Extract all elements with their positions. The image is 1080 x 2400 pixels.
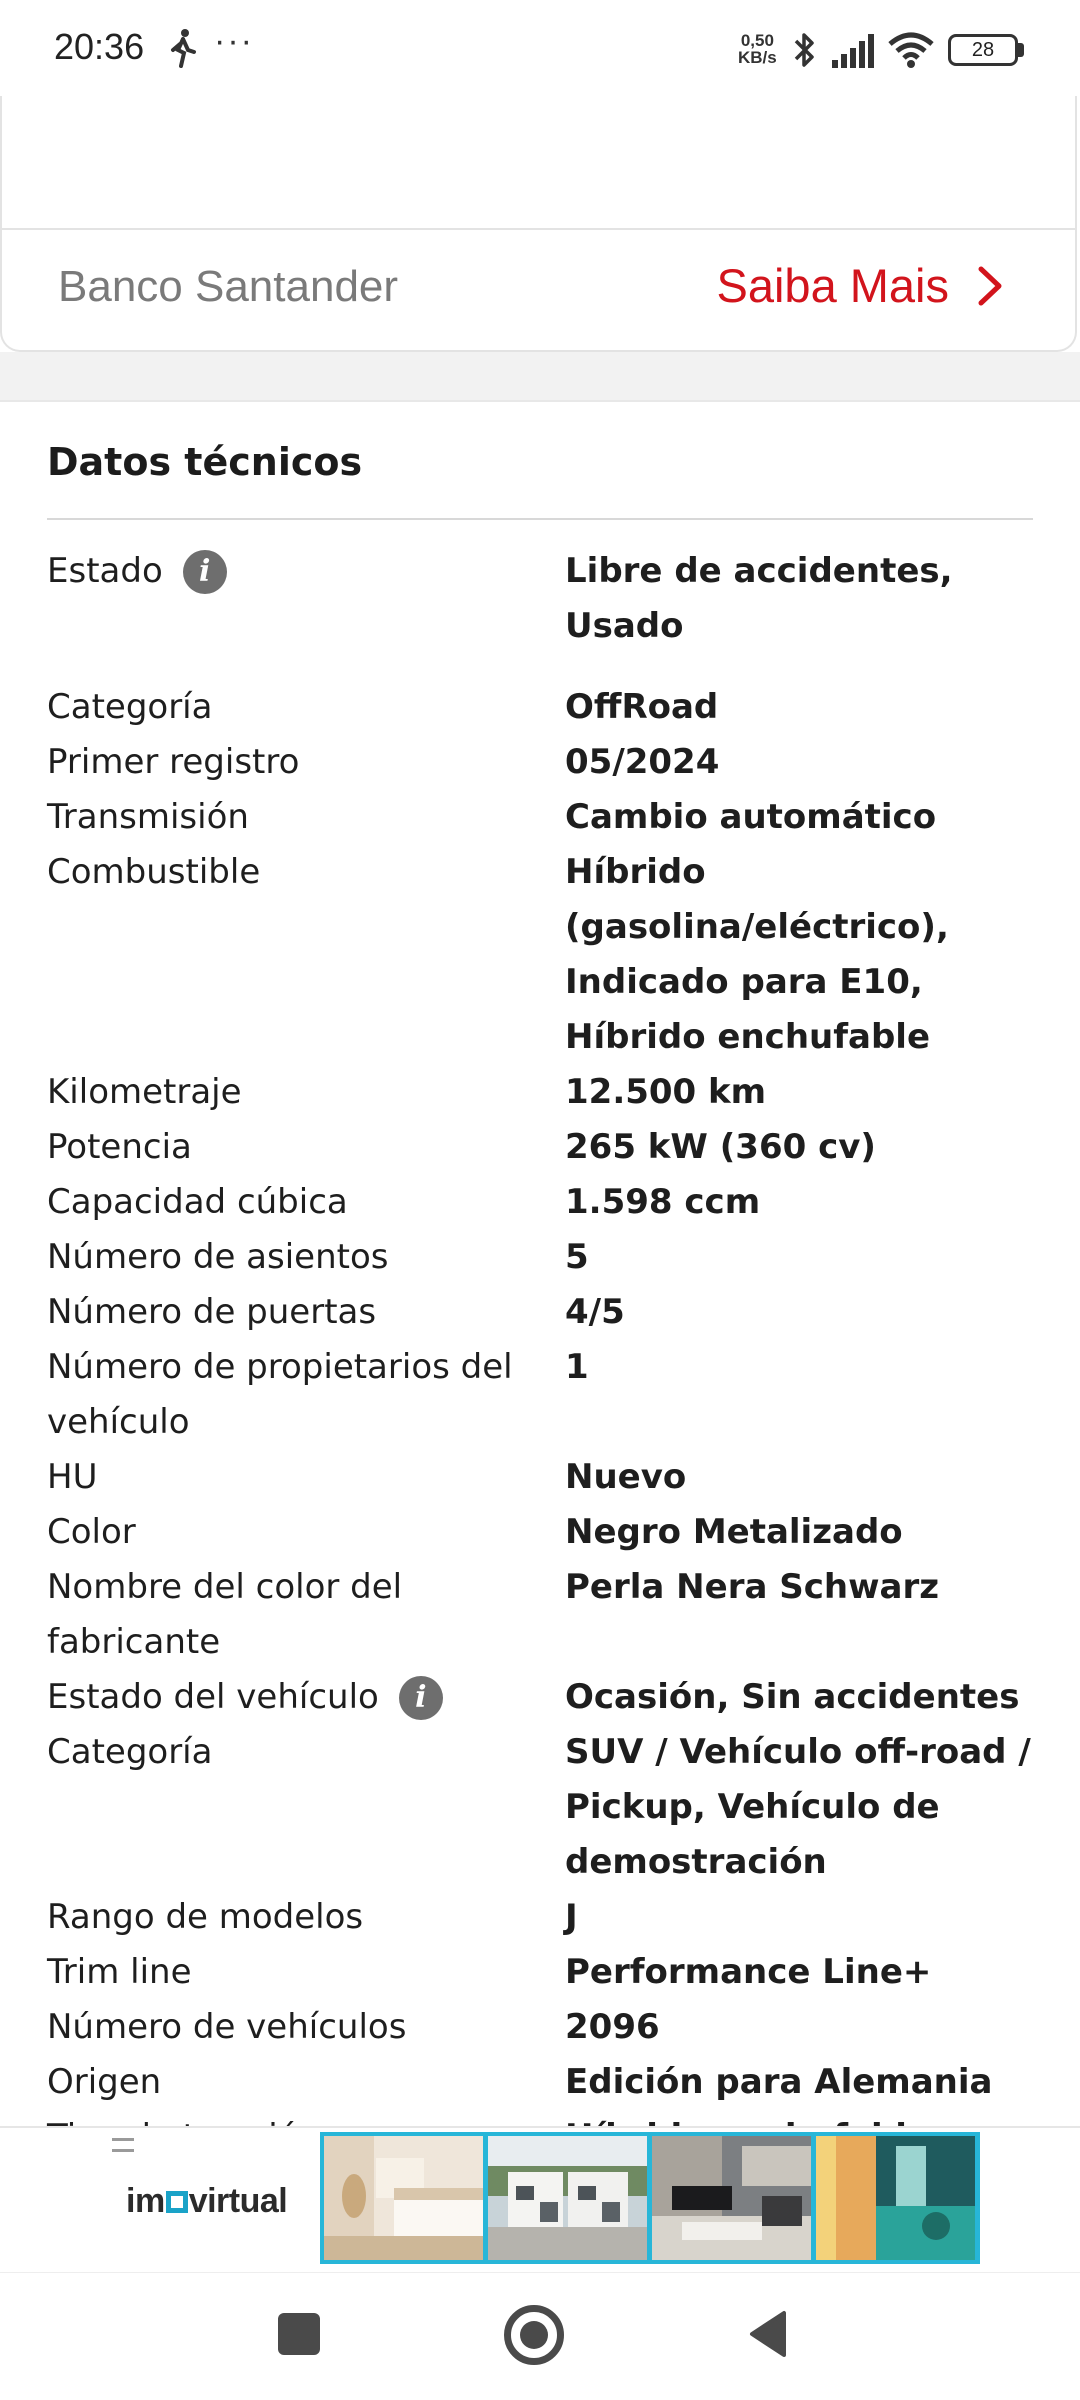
spec-label-text: Capacidad cúbica <box>47 1182 348 1222</box>
spec-label <box>47 1285 565 1340</box>
spec-label <box>47 2055 565 2110</box>
banner-thumbnails <box>320 2132 980 2264</box>
spec-value: OffRoad <box>565 687 719 727</box>
spec-row <box>47 1120 1037 1175</box>
spec-row <box>47 1230 1037 1285</box>
living-room-photo <box>652 2132 811 2264</box>
spec-value: Edición para Alemania <box>565 2062 993 2102</box>
spec-value: 4/5 <box>565 1292 625 1332</box>
spec-row <box>47 735 1037 790</box>
bluetooth-icon <box>790 30 818 70</box>
section-divider <box>47 518 1033 520</box>
spec-label-text: Número de vehículos <box>47 2007 407 2047</box>
network-speed-unit: KB/s <box>738 48 777 67</box>
spec-label-text: Origen <box>47 2062 162 2102</box>
ad-divider <box>2 228 1075 230</box>
spec-label <box>47 1120 565 1175</box>
spec-label-text: Primer registro <box>47 742 300 782</box>
spec-label-text: Kilometraje <box>47 1072 242 1112</box>
network-speed-value: 0,50 <box>740 31 774 50</box>
spec-label <box>47 1065 565 1120</box>
signal-icon <box>830 34 876 68</box>
spec-label-text: Categoría <box>47 1732 213 1772</box>
spec-value: Nuevo <box>565 1457 687 1497</box>
imovirtual-logo <box>126 2182 287 2221</box>
spec-label <box>47 1890 565 1945</box>
spec-value: 1.598 ccm <box>565 1182 761 1222</box>
imovirtual-banner-ad[interactable] <box>0 2126 1080 2270</box>
status-time: 20:36 <box>54 26 145 67</box>
spec-value: 1 <box>565 1347 589 1387</box>
spec-row <box>47 1285 1037 1340</box>
spec-row <box>47 2055 1037 2110</box>
spec-label <box>47 1670 565 1725</box>
section-title: Datos técnicos <box>47 440 363 484</box>
pool-photo <box>816 2132 975 2264</box>
recents-button[interactable] <box>278 2313 320 2355</box>
spec-label-text: Número de asientos <box>47 1237 389 1277</box>
spec-row <box>47 1450 1037 1505</box>
sponsored-ad-card[interactable] <box>0 96 1077 352</box>
spec-label <box>47 2000 565 2055</box>
spec-label-text: Número de propietarios del vehículo <box>47 1347 513 1442</box>
spec-row <box>47 1945 1037 2000</box>
spec-row <box>47 544 1037 654</box>
spec-label-text: HU <box>47 1457 98 1497</box>
spec-label-text: Número de puertas <box>47 1292 377 1332</box>
spec-row <box>47 1670 1037 1725</box>
houses-photo <box>488 2132 647 2264</box>
banner-logo-box <box>100 2132 320 2268</box>
spec-label-text: Estado del vehículo <box>47 1677 379 1717</box>
spec-label-text: Color <box>47 1512 136 1552</box>
saiba-mais-link[interactable] <box>717 258 1006 313</box>
spec-label <box>47 1560 565 1670</box>
back-button[interactable] <box>748 2309 788 2359</box>
spec-row <box>47 1340 1037 1450</box>
spec-label <box>47 1725 565 1780</box>
spec-label <box>47 680 565 735</box>
spec-label <box>47 735 565 790</box>
spec-value: 05/2024 <box>565 742 720 782</box>
more-icon: ··· <box>214 22 254 60</box>
spec-row <box>47 1065 1037 1120</box>
chevron-right-icon <box>975 265 1005 307</box>
spec-label <box>47 845 565 900</box>
spec-row <box>47 2000 1037 2055</box>
spec-value: SUV / Vehículo off-road / Pickup, Vehículo de demostración <box>565 1732 1031 1882</box>
battery-tip <box>1018 43 1024 57</box>
spec-value: 265 kW (360 cv) <box>565 1127 876 1167</box>
spec-row <box>47 790 1037 845</box>
spec-label <box>47 1505 565 1560</box>
spec-label <box>47 1230 565 1285</box>
spec-value: Libre de accidentes, Usado <box>565 551 953 646</box>
logo-text-pre: im <box>126 2182 165 2220</box>
spec-value: 2096 <box>565 2007 660 2047</box>
network-speed <box>738 32 777 66</box>
logo-text-post: virtual <box>188 2182 288 2220</box>
spec-value: Performance Line+ <box>565 1952 932 1992</box>
spec-value: Perla Nera Schwarz <box>565 1567 939 1607</box>
spec-label-text: Combustible <box>47 852 261 892</box>
spec-label-text: Transmisión <box>47 797 249 837</box>
spec-label <box>47 1340 565 1450</box>
spec-value: 12.500 km <box>565 1072 767 1112</box>
spec-row <box>47 680 1037 735</box>
spec-row <box>47 1560 1037 1670</box>
battery-level: 28 <box>971 39 995 61</box>
section-separator <box>0 352 1080 402</box>
spec-value: Negro Metalizado <box>565 1512 903 1552</box>
spec-label <box>47 544 565 599</box>
spec-row <box>47 1505 1037 1560</box>
spec-row <box>47 845 1037 1065</box>
walking-icon <box>168 28 198 68</box>
spec-label-text: Nombre del color del fabricante <box>47 1567 403 1662</box>
spec-label-text: Estado <box>47 551 163 591</box>
spec-row <box>47 1725 1037 1890</box>
ad-advertiser: Banco Santander <box>58 262 399 311</box>
status-bar <box>0 0 1080 96</box>
spec-value: J <box>565 1897 578 1937</box>
spec-label <box>47 790 565 845</box>
spec-label-text: Rango de modelos <box>47 1897 364 1937</box>
spec-value: Híbrido (gasolina/eléctrico), Indicado para E10, Híbrido enchufable <box>565 852 949 1057</box>
info-icon[interactable]: i <box>399 1676 443 1720</box>
spec-label <box>47 1450 565 1505</box>
spec-row <box>47 1890 1037 1945</box>
info-icon[interactable]: i <box>183 550 227 594</box>
spec-value: 5 <box>565 1237 589 1277</box>
wifi-icon <box>888 32 934 68</box>
logo-square-icon <box>166 2191 188 2213</box>
home-button[interactable] <box>504 2305 564 2365</box>
menu-mark-icon <box>112 2138 134 2152</box>
spec-label-text: Trim line <box>47 1952 192 1992</box>
bedroom-photo <box>324 2132 483 2264</box>
spec-value: Cambio automático <box>565 797 937 837</box>
spec-label-text: Potencia <box>47 1127 192 1167</box>
system-nav-bar <box>0 2272 1080 2400</box>
battery-icon <box>948 34 1018 66</box>
spec-label <box>47 1945 565 2000</box>
spec-label <box>47 1175 565 1230</box>
spec-value: Ocasión, Sin accidentes <box>565 1677 1020 1717</box>
spec-label-text: Categoría <box>47 687 213 727</box>
spec-list <box>47 544 1037 2126</box>
spec-row <box>47 1175 1037 1230</box>
saiba-mais-label: Saiba Mais <box>716 259 949 312</box>
